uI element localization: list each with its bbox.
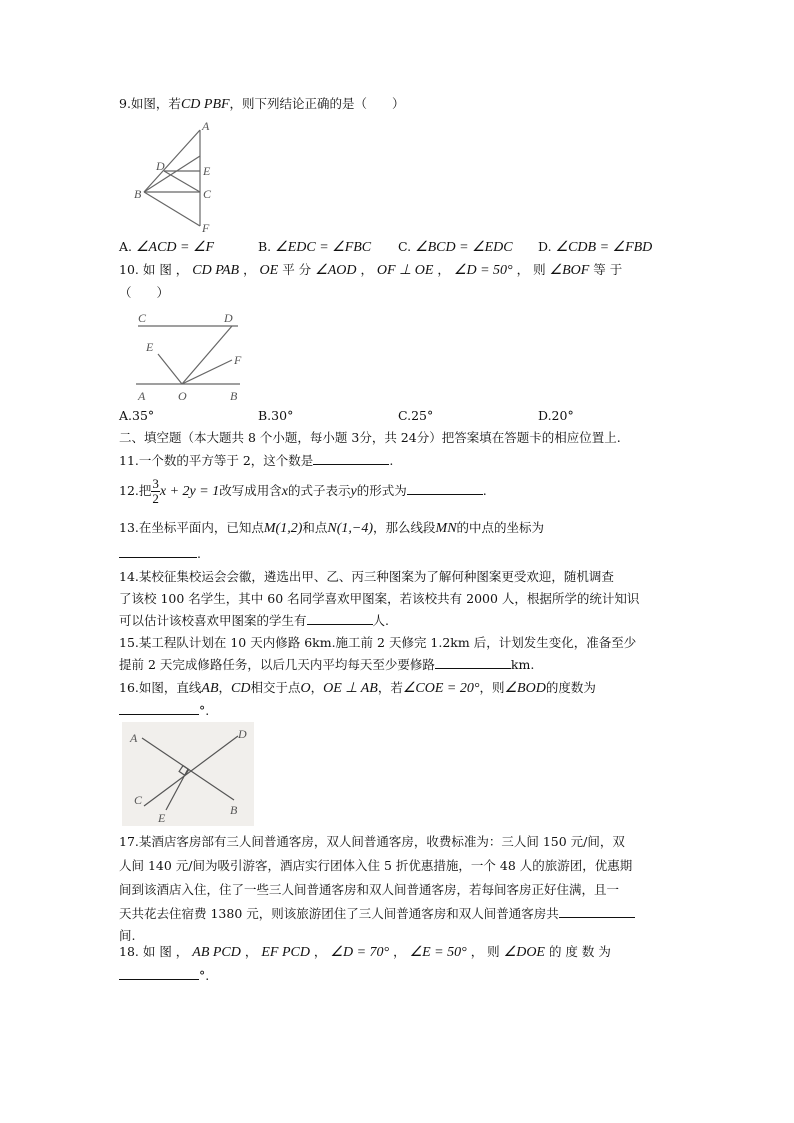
q17-answer-blank: [559, 905, 635, 918]
q13-answer-blank: [119, 545, 197, 558]
question-18-answer: °.: [119, 967, 209, 985]
q10-label-e: E: [146, 340, 154, 354]
q10-label-c: C: [138, 311, 147, 325]
question-10-stem: 10. 如 图 ， CD PAB ， OE 平 分 ∠AOD ， OF ⊥ OE ， ∠D = 50° ， 则 ∠BOF 等 于: [119, 262, 623, 278]
q10-label-d: D: [224, 311, 233, 325]
q18-answer-blank: [119, 967, 199, 980]
q12-answer-blank: [407, 482, 483, 495]
question-13: 13.在坐标平面内，已知点M(1,2)和点N(1,−4)，那么线段MN的中点的坐标为: [119, 520, 545, 536]
q12-fraction: $\frac{3}{2}$: [152, 476, 159, 506]
q16-figure: [122, 722, 254, 826]
q9-option-c: C. ∠BCD = ∠EDC: [398, 239, 513, 255]
q10-figure: [128, 308, 252, 408]
q10-label-b: B: [230, 389, 238, 403]
q9-label-a: A: [202, 119, 210, 133]
question-17-line2: 人间 140 元/间为吸引游客，酒店实行团体入住 5 折优惠措施，一个 48 人的旅游团，优惠期: [119, 858, 633, 873]
question-16-answer: °.: [119, 702, 209, 720]
q9-option-a: A. ∠ACD = ∠F: [119, 239, 215, 255]
question-12: 12.把 $\frac{3}{2}$ x + 2y = 1改写成用含x的式子表示y的形式为 .: [119, 476, 487, 506]
q9-label-b: B: [134, 187, 142, 201]
q10-option-d: D.20°: [538, 408, 574, 423]
question-9-stem: [119, 95, 405, 114]
q9-label-d: D: [156, 159, 165, 173]
question-13-answer: .: [119, 545, 201, 563]
question-15-line2: 提前 2 天完成修路任务，以后几天内平均每天至少要修路 km.: [119, 657, 535, 672]
q16-label-d: D: [238, 727, 247, 741]
q10-option-a: A.35°: [119, 408, 155, 423]
q9-option-d: D. ∠CDB = ∠FBD: [538, 239, 653, 255]
q9-figure: [128, 118, 228, 236]
q9-label-c: C: [203, 187, 212, 201]
q10-label-a: A: [138, 389, 146, 403]
question-14-line2: 了该校 100 名学生，其中 60 名同学喜欢甲图案，若该校共有 2000 人，根据所学的统计知识: [119, 591, 640, 606]
q11-answer-blank: [313, 452, 389, 465]
q10-option-c: C.25°: [398, 408, 434, 423]
q16-label-a: A: [130, 731, 138, 745]
question-14-line3: 可以估计该校喜欢甲图案的学生有 人.: [119, 613, 389, 628]
q16-answer-blank: [119, 702, 199, 715]
q9-option-b: B. ∠EDC = ∠FBC: [258, 239, 372, 255]
q14-answer-blank: [307, 612, 373, 625]
question-18-stem: 18. 如 图 ， AB PCD ， EF PCD ， ∠D = 70° ， ∠E = 50° ， 则 ∠DOE 的 度 数 为: [119, 944, 611, 960]
question-17-line4: 天共花去住宿费 1380 元，则该旅游团住了三人间普通客房和双人间普通客房共: [119, 905, 635, 923]
q10-label-o: O: [178, 389, 187, 403]
q16-label-c: C: [134, 793, 143, 807]
q16-label-e: E: [158, 811, 166, 825]
question-17-line5: 间.: [119, 928, 136, 943]
q9-label-f: F: [202, 221, 210, 235]
section-2-heading: 二、填空题（本大题共 8 个小题，每小题 3分，共 24分）把答案填在答题卡的相应位置上.: [119, 430, 621, 445]
q9-stem-part2: ，则下列结论正确的是（ ）: [229, 96, 405, 111]
q10-option-b: B.30°: [258, 408, 294, 423]
q9-condition: CD PBF: [180, 97, 230, 112]
q10-label-f: F: [234, 353, 242, 367]
question-11: 11.一个数的平方等于 2，这个数是 .: [119, 453, 394, 468]
question-16: 16.如图，直线AB，CD相交于点O，OE ⊥ AB，若∠COE = 20°，则∠BOD的度数为: [119, 680, 596, 696]
q9-label-e: E: [203, 164, 211, 178]
q16-label-b: B: [230, 803, 238, 817]
q15-answer-blank: [435, 656, 511, 669]
question-17-line1: 17.某酒店客房部有三人间普通客房，双人间普通客房，收费标准为：三人间 150 元/间，双: [119, 834, 625, 849]
question-17-line3: 间到该酒店入住，住了一些三人间普通客房和双人间普通客房，若每间客房正好住满，且一: [119, 882, 620, 897]
question-14-line1: 14.某校征集校运会会徽，遴选出甲、乙、丙三种图案为了解何种图案更受欢迎，随机调查: [119, 569, 614, 584]
question-15-line1: 15.某工程队计划在 10 天内修路 6km.施工前 2 天修完 1.2km 后，计划发生变化，准备至少: [119, 635, 637, 650]
q9-stem-part1: 9.如图，若: [119, 96, 181, 111]
question-10-stem-line2: （ ）: [119, 285, 170, 300]
